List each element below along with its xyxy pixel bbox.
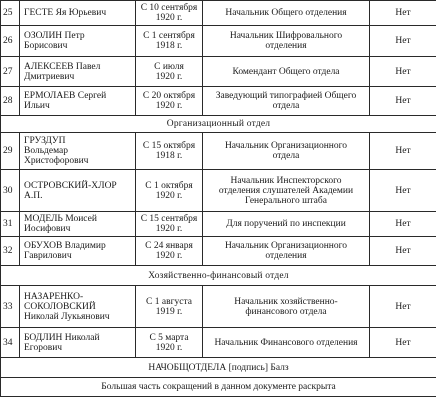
row-number: 25 — [1, 1, 20, 26]
secret-flag: Нет — [370, 87, 436, 116]
secret-flag: Нет — [370, 286, 436, 328]
appointment-date: С 1 августа 1919 г. — [136, 286, 203, 328]
table-row — [1, 237, 436, 266]
secret-flag: Нет — [370, 57, 436, 87]
row-number: 28 — [1, 87, 20, 116]
table-row — [1, 328, 436, 358]
person-name: НАЗАРЕНКО- СОКОЛОВСКИЙ Николай Лукьянович — [20, 286, 136, 328]
person-name: ОБУХОВ Владимир Гаврилович — [20, 237, 136, 266]
position: Начальник Финансового отделения — [203, 328, 370, 358]
appointment-date: С 1 сентября 1918 г. — [136, 26, 203, 57]
section-row — [1, 266, 436, 286]
person-name: ГЕСТЕ Яя Юрьевич — [20, 1, 136, 26]
appointment-date: С 24 января 1920 г. — [136, 237, 203, 266]
table-row — [1, 26, 436, 57]
table-row — [1, 57, 436, 87]
person-name: ЕРМОЛАЕВ Сергей Ильич — [20, 87, 136, 116]
appointment-date: С 15 сентября 1920 г. — [136, 212, 203, 237]
appointment-date: С июля 1920 г. — [136, 57, 203, 87]
table-row — [1, 87, 436, 116]
table-row — [1, 170, 436, 212]
secret-flag: Нет — [370, 212, 436, 237]
footer-note: Большая часть сокращений в данном документе раскрыта — [1, 378, 436, 397]
secret-flag: Нет — [370, 1, 436, 26]
appointment-date: С 15 октября 1918 г. — [136, 133, 203, 170]
table-row — [1, 1, 436, 26]
person-name: ОСТРОВСКИЙ-ХЛОР А.П. — [20, 170, 136, 212]
row-number: 27 — [1, 57, 20, 87]
person-name: БОДЛИН Николай Егорович — [20, 328, 136, 358]
appointment-date: С 1 октября 1920 г. — [136, 170, 203, 212]
secret-flag: Нет — [370, 328, 436, 358]
note-row — [1, 378, 436, 397]
position: Для поручений по инспекции — [203, 212, 370, 237]
secret-flag: Нет — [370, 170, 436, 212]
person-name: АЛЕКСЕЕВ Павел Дмитриевич — [20, 57, 136, 87]
appointment-date: С 20 октября 1920 г. — [136, 87, 203, 116]
secret-flag: Нет — [370, 26, 436, 57]
position: Начальник Инспекторского отделения слушателей Академии Генерального штаба — [203, 170, 370, 212]
table-row — [1, 286, 436, 328]
row-number: 32 — [1, 237, 20, 266]
position: Начальник Шифровального отделения — [203, 26, 370, 57]
person-name: ГРУЗДУП Вольдемар Христофорович — [20, 133, 136, 170]
position: Заведующий типографией Общего отдела — [203, 87, 370, 116]
row-number: 34 — [1, 328, 20, 358]
secret-flag: Нет — [370, 237, 436, 266]
table-row — [1, 133, 436, 170]
position: Начальник Общего отделения — [203, 1, 370, 26]
position: Начальник хозяйственно- финансового отдела — [203, 286, 370, 328]
table-row — [1, 212, 436, 237]
row-number: 26 — [1, 26, 20, 57]
section-heading-finance: Хозяйственно-финансовый отдел — [1, 266, 436, 286]
person-name: ОЗОЛИН Петр Борисович — [20, 26, 136, 57]
person-name: МОДЕЛЬ Моисей Иосифович — [20, 212, 136, 237]
position: Начальник Организационного отделения — [203, 237, 370, 266]
appointment-date: С 10 сентября 1920 г. — [136, 1, 203, 26]
row-number: 30 — [1, 170, 20, 212]
secret-flag: Нет — [370, 133, 436, 170]
section-row — [1, 116, 436, 133]
appointment-date: С 5 марта 1920 г. — [136, 328, 203, 358]
signature-line: НАЧОБЩОТДЕЛА [подпись] Балз — [1, 358, 436, 378]
signature-row — [1, 358, 436, 378]
section-heading-org: Организационный отдел — [1, 116, 436, 133]
row-number: 29 — [1, 133, 20, 170]
row-number: 31 — [1, 212, 20, 237]
position: Комендант Общего отдела — [203, 57, 370, 87]
row-number: 33 — [1, 286, 20, 328]
position: Начальник Организационного отдела — [203, 133, 370, 170]
